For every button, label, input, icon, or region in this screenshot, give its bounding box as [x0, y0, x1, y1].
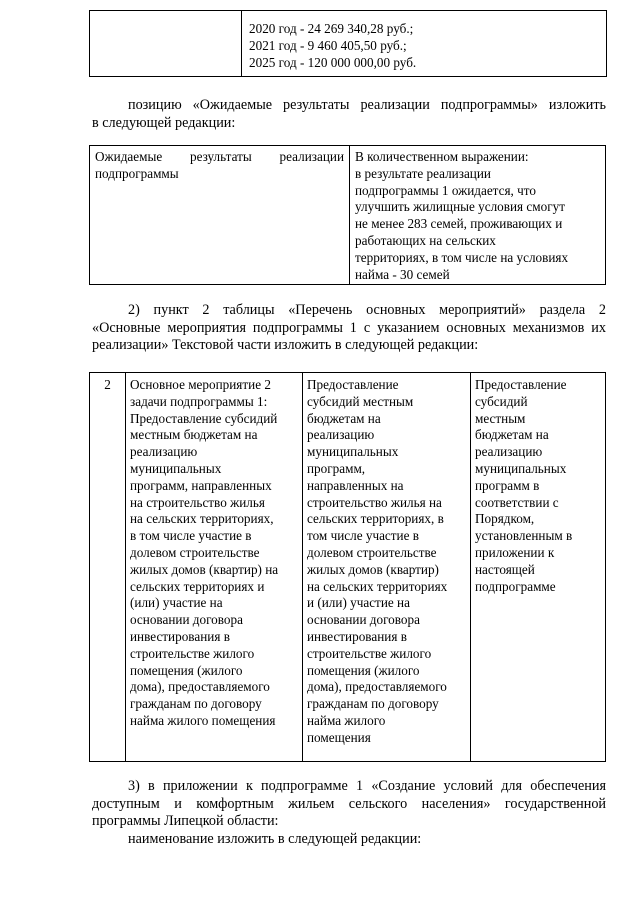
funding-line: 2020 год - 24 269 340,28 руб.; — [249, 21, 414, 36]
results-value-line: найма - 30 семей — [355, 266, 450, 282]
measure-mechanism-line: местным — [475, 410, 526, 426]
paragraph-line: в следующей редакции: — [92, 114, 236, 131]
measure-description-line: гражданам по договору — [307, 696, 439, 712]
measure-description-line: дома), предоставляемого — [307, 679, 447, 695]
paragraph-line: программы Липецкой области: — [92, 813, 279, 830]
paragraph-line: 3) в приложении к подпрограмме 1 «Создание условий для обеспечения — [128, 778, 606, 794]
table-border-left — [89, 145, 90, 285]
paragraph-appendix-intro — [92, 778, 606, 831]
measure-description-line: муниципальных — [307, 444, 399, 460]
measure-description-line: том числе участие в — [307, 528, 419, 544]
table-border-top — [89, 372, 606, 373]
measure-description-line: направленных на — [307, 477, 404, 493]
measure-name-line: на строительство жилья — [130, 494, 265, 510]
measure-description-line: бюджетам на — [307, 410, 381, 426]
table-border-top — [89, 145, 606, 146]
measure-name-line: Предоставление субсидий — [130, 410, 278, 426]
measure-mechanism-line: Предоставление — [475, 377, 567, 392]
paragraph-title-change — [92, 831, 606, 849]
measure-description-line: строительстве жилого — [307, 645, 432, 661]
measure-mechanism-line: муниципальных — [475, 460, 567, 476]
measure-description-line: инвестирования в — [307, 628, 407, 644]
paragraph-line: «Основные мероприятия подпрограммы 1 с указанием основных механизмов их — [92, 319, 606, 336]
measure-name-line: реализацию — [130, 444, 198, 460]
measure-description-line: субсидий местным — [307, 393, 414, 409]
measure-name-line: гражданам по договору — [130, 696, 262, 712]
results-value-line: работающих на сельских — [355, 232, 496, 248]
measure-description-line: реализацию — [307, 427, 375, 443]
table-border-col3 — [470, 372, 471, 762]
measure-name-line: программ, направленных — [130, 477, 272, 493]
table-border-divider — [241, 10, 242, 77]
table-border-col2 — [302, 372, 303, 762]
paragraph-line: доступным и комфортным жильем сельского населения» государственной — [92, 795, 606, 812]
measure-mechanism-line: приложении к — [475, 544, 555, 560]
measure-description-line: жилых домов (квартир) — [307, 561, 439, 577]
measure-name-line: на сельских территориях, — [130, 511, 274, 527]
table-border-bottom — [89, 76, 607, 77]
measure-mechanism-line: установленным в — [475, 528, 573, 544]
measure-mechanism-line: подпрограмме — [475, 578, 556, 594]
table-border-bottom — [89, 284, 606, 285]
measure-description-line: сельских территориях, в — [307, 511, 444, 527]
measure-name-line: помещения (жилого — [130, 662, 243, 678]
measure-mechanism-cell — [475, 377, 603, 595]
results-value-line: в результате реализации — [355, 165, 491, 181]
measure-mechanism-line: настоящей — [475, 561, 535, 577]
measure-name-line: местным бюджетам на — [130, 427, 258, 443]
measure-description-line: и (или) участие на — [307, 595, 410, 611]
table-border-top — [89, 10, 607, 11]
results-label-line: подпрограммы — [95, 165, 179, 181]
results-value-line: территориях, в том числе на условиях — [355, 249, 569, 265]
results-value-line: не менее 283 семей, проживающих и — [355, 216, 563, 232]
measure-name-line: задачи подпрограммы 1: — [130, 393, 268, 409]
measure-description-line: строительство жилья на — [307, 494, 442, 510]
measure-name-line: инвестирования в — [130, 628, 230, 644]
measure-mechanism-line: реализацию — [475, 444, 543, 460]
measure-mechanism-line: Порядком, — [475, 511, 535, 527]
measure-description-line: помещения (жилого — [307, 662, 420, 678]
measure-name-line: (или) участие на — [130, 595, 223, 611]
measure-name-line: сельских территориях и — [130, 578, 265, 594]
funding-line: 2025 год - 120 000 000,00 руб. — [249, 55, 417, 70]
measure-name-line: найма жилого помещения — [130, 712, 276, 728]
measure-description-line: на сельских территориях — [307, 578, 448, 594]
measure-name-line: дома), предоставляемого — [130, 679, 270, 695]
table-border-right — [606, 10, 607, 77]
results-value-line: В количественном выражении: — [355, 149, 529, 164]
table-border-right — [605, 372, 606, 762]
results-value-cell — [355, 149, 603, 283]
measure-name-line: строительстве жилого — [130, 645, 255, 661]
paragraph-line: позицию «Ожидаемые результаты реализации подпрограммы» изложить — [128, 97, 606, 113]
paragraph-expected-results-intro — [92, 97, 606, 132]
measure-mechanism-line: бюджетам на — [475, 427, 549, 443]
measure-description-line: основании договора — [307, 612, 420, 628]
table-border-left — [89, 10, 90, 77]
paragraph-line: реализации» Текстовой части изложить в следующей редакции: — [92, 337, 479, 354]
measure-description-cell — [307, 377, 470, 747]
measure-name-line: жилых домов (квартир) на — [130, 561, 279, 577]
measure-description-line: программ, — [307, 460, 366, 476]
results-label-cell — [95, 149, 344, 183]
paragraph-line: 2) пункт 2 таблицы «Перечень основных мероприятий» раздела 2 — [128, 302, 606, 318]
funding-cell — [249, 20, 599, 71]
results-value-line: подпрограммы 1 ожидается, что — [355, 182, 536, 198]
results-label-line: Ожидаемые результаты реализации — [95, 149, 344, 164]
measure-name-line: долевом строительстве — [130, 544, 260, 560]
table-border-col1 — [125, 372, 126, 762]
table-border-right — [605, 145, 606, 285]
measure-number: 2 — [104, 377, 111, 392]
measure-mechanism-line: субсидий — [475, 393, 528, 409]
paragraph-main-measures-intro — [92, 302, 606, 355]
measure-description-line: Предоставление — [307, 377, 399, 392]
measure-description-line: найма жилого — [307, 712, 386, 728]
measure-description-line: помещения — [307, 729, 371, 745]
measure-mechanism-line: программ в — [475, 477, 540, 493]
measure-name-line: основании договора — [130, 612, 243, 628]
results-value-line: улучшить жилищные условия смогут — [355, 199, 565, 215]
measure-description-line: долевом строительстве — [307, 544, 437, 560]
table-border-divider — [349, 145, 350, 285]
table-border-bottom — [89, 761, 606, 762]
table-border-left — [89, 372, 90, 762]
measure-name-line: муниципальных — [130, 460, 222, 476]
measure-name-cell — [130, 377, 302, 730]
measure-name-line: в том числе участие в — [130, 528, 252, 544]
paragraph-line: наименование изложить в следующей редакции: — [128, 831, 422, 847]
funding-line: 2021 год - 9 460 405,50 руб.; — [249, 38, 407, 53]
measure-mechanism-line: соответствии с — [475, 494, 559, 510]
measure-name-line: Основное мероприятие 2 — [130, 377, 271, 392]
